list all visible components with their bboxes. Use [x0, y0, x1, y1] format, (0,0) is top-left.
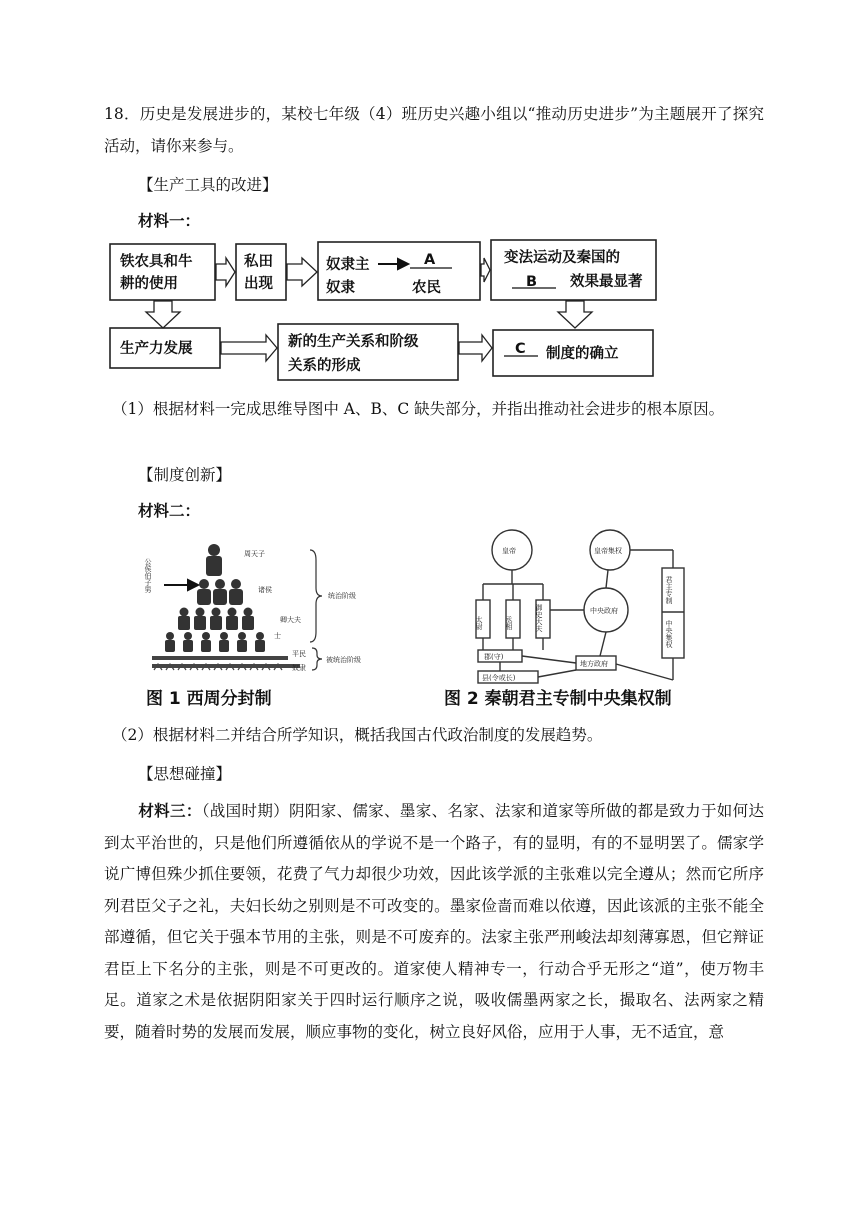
arrow-2 — [287, 258, 317, 286]
box-reform-line1: 变法运动及秦国的 — [504, 250, 620, 266]
box-tools-line2: 耕的使用 — [120, 276, 178, 292]
arrow-3 — [481, 258, 490, 282]
box-productivity-text: 生产力发展 — [120, 341, 193, 357]
arrow-down-1 — [146, 301, 180, 328]
box-relations-line2: 关系的形成 — [288, 358, 361, 374]
material-3-paragraph — [104, 795, 764, 1048]
fig2-emperor: 皇帝 — [502, 547, 516, 555]
box-slave-line1: 奴隶主 — [326, 257, 370, 273]
question-18-text: 18．历史是发展进步的，某校七年级（4）班历史兴趣小组以“推动历史进步”为主题展开了探究活动，请你来参与。 — [104, 105, 764, 155]
box-tools-line1: 铁农具和牛 — [120, 254, 193, 270]
box-private-line2: 出现 — [244, 276, 273, 292]
fig1-caption: 图 1 西周分封制 — [146, 689, 272, 709]
section-thought-heading: 【思想碰撞】 — [138, 765, 232, 783]
mind-map-diagram — [106, 236, 666, 390]
fig2-local: 地方政府 — [580, 660, 608, 668]
fig1-tier1: 周天子 — [244, 550, 265, 558]
material-1-label: 材料一： — [138, 211, 201, 230]
material-2-label: 材料二： — [138, 501, 201, 520]
section-tools-heading: 【生产工具的改进】 — [138, 176, 278, 194]
arrow-1 — [216, 258, 235, 286]
box-reform — [491, 240, 656, 300]
box-slave-line2a: 奴隶 — [326, 280, 355, 296]
material-3-label: 材料三： — [138, 801, 202, 820]
question-2-text: （2）根据材料二并结合所学知识，概括我国古代政治制度的发展趋势。 — [112, 726, 603, 744]
box-slave-line2b: 农民 — [412, 280, 441, 296]
fig1-tier4: 士 — [274, 632, 281, 640]
fig1-tier5: 平民 — [292, 650, 306, 658]
fig2-xian: 县(令或长) — [482, 674, 516, 682]
blank-b: B — [526, 274, 538, 290]
fig1-tier2: 诸侯 — [258, 586, 272, 594]
fig1-ruling: 统治阶级 — [328, 592, 356, 600]
arrow-5 — [459, 335, 492, 361]
blank-c: C — [515, 341, 526, 357]
blank-a: A — [424, 252, 436, 268]
fig2-chengxiang: 丞相 — [505, 616, 513, 630]
arrow-down-2 — [558, 301, 592, 328]
fig2-right-box2: 中央集权 — [665, 620, 673, 648]
material-3-text: （战国时期）阴阳家、儒家、墨家、名家、法家和道家等所做的都是致力于如何达到太平治世的，只是他们所遵循依从的学说不是一个路子，有的显明，有的不显明罢了。儒家学说广博但殊少抓住要领，花费了气力却很少功效，因此该学派的主张难以完全遵从；然而它所序列君臣父子之礼，夫妇长幼之别则是不可改变的。墨家俭啬而难以依遵，因此该派的主张不能全部遵循，但它关于强本节用的主张，则是不可废弃的。法家主张严刑峻法却刻薄寡恩，但它辩证君臣上下名分的主张，则是不可更改的。道家使人精神专一，行动合乎无形之“道”，使万物丰足。道家之术是依据阴阳家关于四时运行顺序之说，吸收儒墨两家之长，撮取名、法两家之精要，随着时势的发展而发展，顺应事物的变化，树立良好风俗，应用于人事，无不适宜，意 — [104, 802, 764, 1041]
fig1-tier3: 卿大夫 — [280, 616, 301, 624]
fig1-side-label: 公侯伯子男 — [144, 558, 152, 593]
fig2-central: 中央政府 — [590, 607, 618, 615]
section-system-heading: 【制度创新】 — [138, 466, 232, 484]
figure-2-qin-system — [440, 524, 720, 718]
fig2-yushi: 御史大夫 — [535, 604, 543, 632]
arrow-4 — [221, 335, 277, 361]
fig2-caption: 图 2 秦朝君主专制中央集权制 — [444, 689, 672, 709]
box-system-text: 制度的确立 — [546, 346, 619, 362]
box-private-line1: 私田 — [244, 254, 273, 270]
fig1-ruled: 被统治阶级 — [326, 656, 361, 664]
fig2-right-box1: 君主专制 — [665, 576, 673, 604]
fig2-jun: 郡(守) — [484, 653, 504, 661]
fig2-top-right: 皇帝集权 — [594, 547, 622, 555]
box-reform-line2: 效果最显著 — [570, 274, 643, 290]
box-relations-line1: 新的生产关系和阶级 — [288, 334, 419, 350]
question-1-text: （1）根据材料一完成思维导图中 A、B、C 缺失部分，并指出推动社会进步的根本原因。 — [112, 400, 725, 418]
figure-1-western-zhou — [144, 530, 414, 716]
fig1-tier6: 奴隶 — [292, 664, 306, 672]
fig2-taiwei: 太尉 — [475, 616, 483, 630]
